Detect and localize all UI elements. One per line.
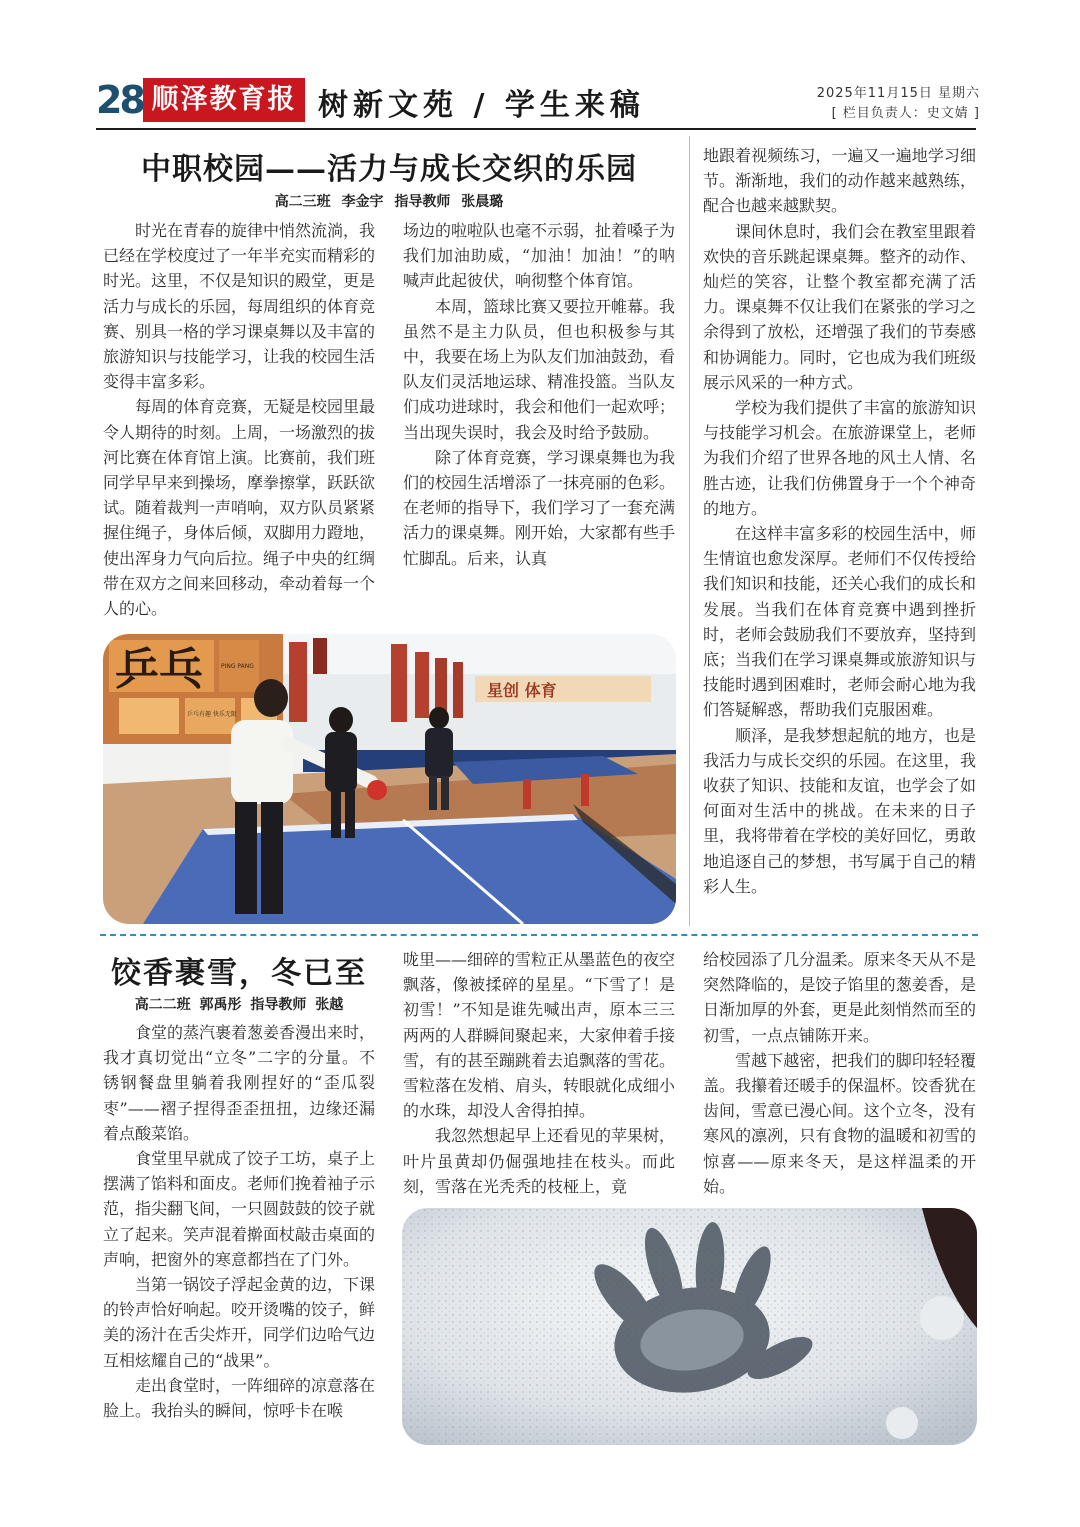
paragraph: 食堂的蒸汽裹着葱姜香漫出来时，我才真切觉出“立冬”二字的分量。不锈钢餐盘里躺着我刚捏好的“歪瓜裂枣”——褶子捏得歪歪扭扭，边缘还漏着点酸菜馅。 (103, 1023, 376, 1143)
column-editor: [ 栏目负责人：史文婧 ] (831, 106, 980, 121)
snow-handprint-photo (402, 1208, 977, 1445)
header-rule (96, 128, 976, 130)
paragraph: 咙里——细碎的雪粒正从墨蓝色的夜空飘落，像被揉碎的星星。“下雪了！是初雪！”不知是谁先喊出声，原本三三两两的人群瞬间聚起来，大家伸着手接雪，有的甚至蹦跳着去追飘落的雪花。雪粒落在发梢、肩头，转眼就化成细小的水珠，却没人舍得拍掉。 (403, 950, 676, 1121)
article1-column-2 (403, 218, 675, 571)
paragraph: 每周的体育竞赛，无疑是校园里最令人期待的时刻。上周，一场激烈的拔河比赛在体育馆上演。比赛前，我们班同学早早来到操场，摩拳擦掌，跃跃欲试。随着裁判一声哨响，双方队员紧紧握住绳子，身体后倾，双脚用力蹬地，使出浑身力气向后拉。绳子中央的红绸带在双方之间来回移动，牵动着每一个人的心。 (103, 397, 376, 619)
article2-column-3 (703, 947, 976, 1199)
table-tennis-photo (103, 634, 676, 924)
paragraph: 时光在青春的旋律中悄然流淌，我已经在学校度过了一年半充实而精彩的时光。这里，不仅是知识的殿堂，更是活力与成长的乐园，每周组织的体育竞赛、别具一格的学习课桌舞以及丰富的旅游知识与技能学习，让我的校园生活变得丰富多彩。 (103, 221, 376, 392)
section-divider (100, 934, 978, 936)
paragraph: 本周，篮球比赛又要拉开帷幕。我虽然不是主力队员，但也积极参与其中，我要在场上为队友们加油鼓劲，看队友们灵活地运球、精准投篮。当队友们成功进球时，我会和他们一起欢呼；当出现失误时，我会及时给予鼓励。 (403, 296, 676, 442)
wall-sign-1: 乒乓有趣 快乐无限 (187, 711, 237, 718)
article1-title: 中职校园——活力与成长交织的乐园 (141, 152, 637, 187)
gym-banner-text: 星创 体育 (487, 681, 557, 700)
paragraph: 地跟着视频练习，一遍又一遍地学习细节。渐渐地，我们的动作越来越熟练，配合也越来越默契。 (703, 146, 976, 216)
article2-byline: 高二二班 郭禹彤 指导教师 张越 (134, 997, 344, 1013)
paragraph: 学校为我们提供了丰富的旅游知识与技能学习机会。在旅游课堂上，老师为我们介绍了世界各地的风土人情、名胜古迹，让我们仿佛置身于一个个神奇的地方。 (703, 398, 976, 518)
article2-column-2 (403, 947, 675, 1199)
column-divider (689, 136, 690, 926)
poster-pingpang-text: 乒乓 (115, 644, 203, 695)
paragraph: 在这样丰富多彩的校园生活中，师生情谊也愈发深厚。老师们不仅传授给我们知识和技能，还关心我们的成长和发展。当我们在体育竞赛中遇到挫折时，老师会鼓励我们不要放弃，坚持到底；当我们在学习课桌舞或旅游知识与技能时遇到困难时，老师会耐心地为我们答疑解惑，帮助我们克服困难。 (703, 524, 976, 720)
issue-date: 2025年11月15日 星期六 (816, 86, 980, 101)
paragraph: 场边的啦啦队也毫不示弱，扯着嗓子为我们加油助威，“加油！加油！”的呐喊声此起彼伏，响彻整个体育馆。 (403, 221, 676, 291)
article2-column-1 (103, 1020, 375, 1423)
article1-byline: 高二三班 李金宇 指导教师 张晨璐 (274, 194, 504, 210)
page-number: 28 (96, 78, 143, 122)
article1-column-1 (103, 218, 375, 621)
newspaper-masthead: 顺泽教育报 (143, 78, 305, 122)
section-title: 树新文苑 / 学生来稿 (318, 88, 645, 123)
article2-title: 饺香裹雪，冬已至 (111, 956, 367, 991)
paragraph: 雪越下越密，把我们的脚印轻轻覆盖。我攥着还暖手的保温杯。饺香犹在齿间，雪意已漫心间。这个立冬，没有寒风的凛冽，只有食物的温暖和初雪的惊喜——原来冬天，是这样温柔的开始。 (703, 1050, 976, 1196)
article1-column-3 (703, 143, 976, 899)
paragraph: 顺泽，是我梦想起航的地方，也是我活力与成长交织的乐园。在这里，我收获了知识、技能和友谊，也学会了如何面对生活中的挑战。在未来的日子里，我将带着在学校的美好回忆，勇敢地追逐自己的梦想，书写属于自己的精彩人生。 (703, 725, 976, 896)
paragraph: 给校园添了几分温柔。原来冬天从不是突然降临的，是饺子馅里的葱姜香，是日渐加厚的外套，更是此刻悄然而至的初雪，一点点铺陈开来。 (703, 950, 976, 1045)
ping-pang-label: PING PANG (221, 663, 254, 670)
paragraph: 当第一锅饺子浮起金黄的边，下课的铃声恰好响起。咬开烫嘴的饺子，鲜美的汤汁在舌尖炸开，同学们边哈气边互相炫耀自己的“战果”。 (103, 1275, 376, 1370)
paragraph: 除了体育竞赛，学习课桌舞也为我们的校园生活增添了一抹亮丽的色彩。在老师的指导下，我们学习了一套充满活力的课桌舞。刚开始，大家都有些手忙脚乱。后来，认真 (403, 447, 676, 568)
paragraph: 我忽然想起早上还看见的苹果树，叶片虽黄却仍倔强地挂在枝头。而此刻，雪落在光秃秃的枝桠上，竟 (403, 1126, 676, 1196)
paragraph: 走出食堂时，一阵细碎的凉意落在脸上。我抬头的瞬间，惊呼卡在喉 (103, 1375, 376, 1421)
paragraph: 课间休息时，我们会在教室里跟着欢快的音乐跳起课桌舞。整齐的动作、灿烂的笑容，让整个教室都充满了活力。课桌舞不仅让我们在紧张的学习之余得到了放松，还增强了我们的节奏感和协调能力。同时，它也成为我们班级展示风采的一种方式。 (703, 221, 976, 392)
paragraph: 食堂里早就成了饺子工坊，桌子上摆满了馅料和面皮。老师们挽着袖子示范，指尖翻飞间，一只圆鼓鼓的饺子就立了起来。笑声混着擀面杖敲击桌面的声响，把窗外的寒意都挡在了门外。 (103, 1149, 376, 1269)
